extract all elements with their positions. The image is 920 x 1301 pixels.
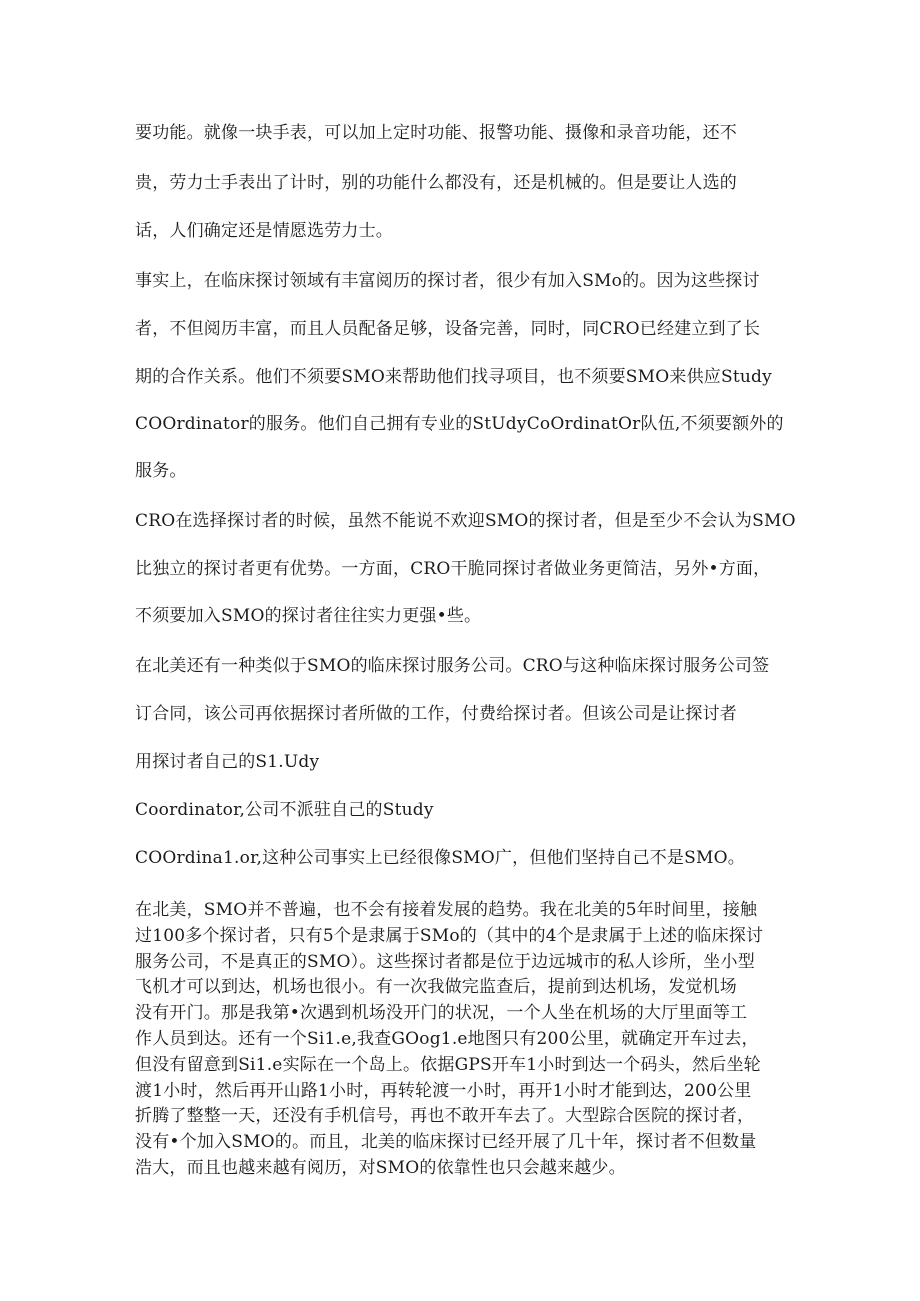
paragraph-line: 服务。 <box>135 461 187 481</box>
paragraph-line: 没有开门。那是我第•次遇到机场没开门的状况，一个人坐在机场的大厅里面等工 <box>135 1003 748 1024</box>
paragraph-line: 浩大，而且也越来越有阅历，对SMO的依靠性也只会越来越少。 <box>135 1157 626 1178</box>
paragraph-line: 没有•个加入SMO的。而且，北美的临床探讨已经开展了几十年，探讨者不但数量 <box>135 1132 757 1153</box>
paragraph-line: COOrdina1.or,这种公司事实上已经很像SMO广，但他们坚持自己不是SMO。 <box>135 848 745 868</box>
paragraph-line: 要功能。就像一块手表，可以加上定时功能、报警功能、摄像和录音功能，还不 <box>135 123 737 143</box>
dense-paragraph <box>135 898 795 1182</box>
paragraph-line: 比独立的探讨者更有优势。一方面，CRO干脆同探讨者做业务更简洁，另外•方面， <box>135 559 771 579</box>
paragraph-line: 过100多个探讨者，只有5个是隶属于SMo的（其中的4个是隶属于上述的临床探讨 <box>135 925 764 946</box>
paragraph-line: 贵，劳力士手表出了计时，别的功能什么都没有，还是机械的。但是要让人选的 <box>135 173 737 193</box>
paragraph-line: 用探讨者自己的S1.Udy <box>135 752 320 772</box>
paragraph-line: 话，人们确定还是情愿选劳力士。 <box>135 221 393 241</box>
paragraph-line: 作人员到达。还有一个Si1.e,我查GOog1.e地图只有200公里，就确定开车过去， <box>135 1028 759 1049</box>
paragraph-line: 不须要加入SMO的探讨者往往实力更强•些。 <box>135 606 482 626</box>
paragraph-line: 订合同，该公司再依据探讨者所做的工作，付费给探讨者。但该公司是让探讨者 <box>135 704 737 724</box>
paragraph-line: 服务公司，不是真正的SMO）。这些探讨者都是位于边远城市的私人诊所，坐小型 <box>135 951 755 972</box>
paragraph-line: 期的合作关系。他们不须要SMO来帮助他们找寻项目，也不须要SMO来供应Study <box>135 367 772 387</box>
paragraph-line: 飞机才可以到达，机场也很小。有一次我做完监查后，提前到达机场，发觉机场 <box>135 977 737 998</box>
paragraph-line: 折腾了整整一天，还没有手机信号，再也不敢开车去了。大型踪合医院的探讨者， <box>135 1106 755 1127</box>
paragraph-line: 在北美还有一种类似于SMO的临床探讨服务公司。CRO与这种临床探讨服务公司签 <box>135 656 770 676</box>
paragraph-line: 者，不但阅历丰富，而且人员配备足够，设备完善，同时，同CRO已经建立到了长 <box>135 319 761 339</box>
paragraph-line: 但没有留意到Si1.e实际在一个岛上。依据GPS开车1小时到达一个码头，然后坐轮 <box>135 1054 761 1075</box>
paragraph-line: 在北美，SMO并不普遍，也不会有接着发展的趋势。我在北美的5年时间里，接触 <box>135 900 758 920</box>
paragraph-line: Coordinator,公司不派驻自己的Study <box>135 800 434 820</box>
paragraph-line: COOrdinator的服务。他们自己拥有专业的StUdyCoOrdinatOr队伍,不须要额外的 <box>135 414 784 434</box>
paragraph-line: 事实上，在临床探讨领域有丰富阅历的探讨者，很少有加入SMo的。因为这些探讨 <box>135 271 760 291</box>
paragraph-line: CRO在选择探讨者的时候，虽然不能说不欢迎SMO的探讨者，但是至少不会认为SMO <box>135 511 796 531</box>
paragraph-line: 渡1小时，然后再开山路1小时，再转轮渡一小时，再开1小时才能到达，200公里 <box>135 1080 752 1101</box>
